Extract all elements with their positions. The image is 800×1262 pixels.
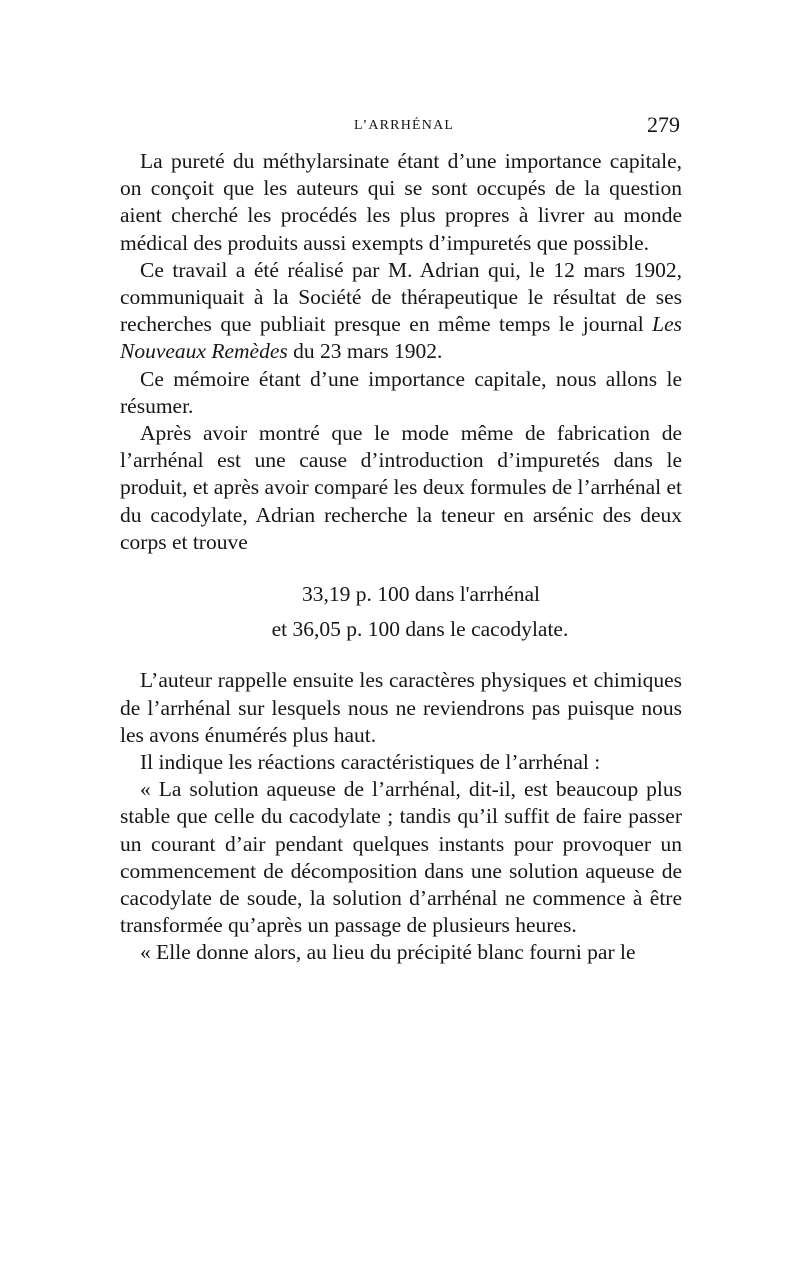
- paragraph-reactions-intro: Il indique les réactions caractéristiques de l’arrhénal :: [140, 750, 601, 775]
- paragraph-adrian-work: [120, 257, 682, 366]
- paragraph-summary-intro: Ce mémoire étant d’une importance capitale, nous allons le résumer.: [120, 366, 682, 418]
- running-head: [120, 112, 682, 140]
- arsenic-content-arrhenal: 33,19 p. 100 dans l'arrhénal: [302, 582, 540, 607]
- paragraph-adrian-date: du 23 mars 1902.: [287, 339, 443, 364]
- journal-title: Les Nouveaux Remèdes: [120, 312, 682, 364]
- paragraph-comparison: Après avoir montré que le mode même de fabrication de l’arrhénal est une cause d’introduction d’impuretés dans le produit, et après avoir comparé les deux formules de l’arrhénal et du cacodylate, Adrian recherche la teneur en arsénic des deux corps et trouve: [120, 421, 682, 554]
- body-text: [120, 148, 682, 967]
- arsenic-content-cacodylate: et 36,05 p. 100 dans le cacodylate.: [271, 617, 569, 642]
- running-title: L’ARRHÉNAL: [354, 118, 455, 133]
- paragraph-properties: L’auteur rappelle ensuite les caractères physiques et chimiques de l’arrhénal sur lesquels nous ne reviendrons pas puisque nous les avons énumérés plus haut.: [120, 668, 682, 747]
- paragraph-adrian-text: Ce travail a été réalisé par M. Adrian qui, le 12 mars 1902, communiquait à la Société de thérapeutique le résultat de ses recherches que publiait presque en même temps le journal: [120, 257, 682, 337]
- paragraph-purity: La pureté du méthylarsinate étant d’une importance capitale, on conçoit que les auteurs qui se sont occupés de la question aient cherché les procédés les plus propres à livrer au monde médical des produits aussi exempts d’impuretés que possible.: [120, 149, 682, 255]
- paragraph-quote-precipitate: « Elle donne alors, au lieu du précipité blanc fourni par le: [140, 940, 636, 965]
- page-number: 279: [647, 112, 680, 137]
- paragraph-quote-stability: « La solution aqueuse de l’arrhénal, dit-il, est beaucoup plus stable que celle du cacodylate ; tandis qu’il suffit de faire passer un courant d’air pendant quelques instants pour provoquer un commencement de décomposition dans une solution aqueuse de cacodylate de soude, la solution d’arrhénal ne commence à être transformée qu’après un passage de plusieurs heures.: [120, 777, 682, 938]
